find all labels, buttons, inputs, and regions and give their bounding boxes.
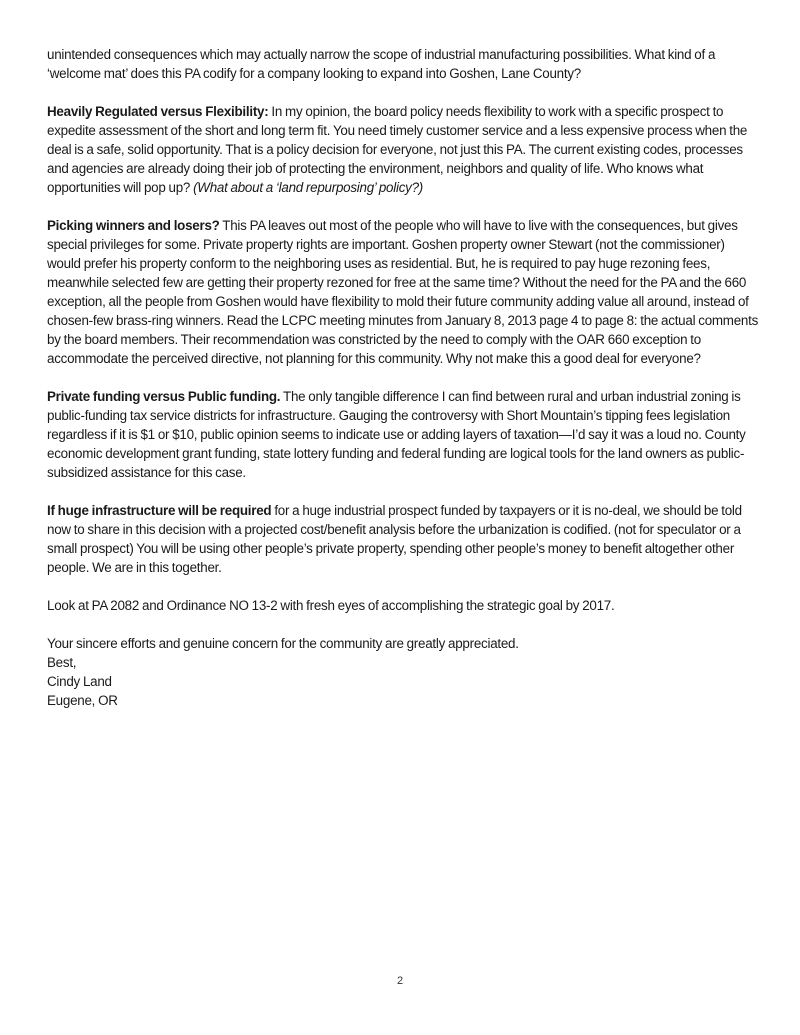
- signer-location: Eugene, OR: [47, 693, 118, 708]
- paragraph-heading: Private funding versus Public funding.: [47, 389, 281, 404]
- paragraph-heading: If huge infrastructure will be required: [47, 503, 272, 518]
- closing-salutation: Best,: [47, 655, 77, 670]
- paragraph-text: unintended consequences which may actually narrow the scope of industrial manufacturing possibilities. What kind of a ‘welcome mat’ does this PA codify for a company looking to expand into Goshen, Lane County?: [47, 47, 716, 81]
- paragraph-appreciation: [47, 634, 759, 653]
- paragraph-text: In my opinion, the board policy needs flexibility to work with a specific prospect to expedite assessment of the short and long term fit. You need timely customer service and a less expensive process when the deal is a safe, solid opportunity. That is a policy decision for everyone, not just this PA. The current existing codes, processes and agencies are already doing their job of protecting the environment, neighbors and quality of life. Who knows what opportunities will pop up?: [47, 104, 748, 195]
- paragraph-infrastructure: [47, 501, 759, 577]
- paragraph-strategic-goal: [47, 596, 759, 615]
- closing-block: [47, 653, 759, 710]
- paragraph-text: Look at PA 2082 and Ordinance NO 13-2 with fresh eyes of accomplishing the strategic goal by 2017.: [47, 598, 615, 613]
- paragraph-continuation: [47, 45, 759, 83]
- paragraph-text: Your sincere efforts and genuine concern for the community are greatly appreciated.: [47, 636, 519, 651]
- page-number: 2: [396, 975, 404, 987]
- paragraph-heading: Heavily Regulated versus Flexibility:: [47, 104, 269, 119]
- paragraph-heading: Picking winners and losers?: [47, 218, 220, 233]
- paragraph-winners-and-losers: [47, 216, 759, 368]
- document-page: [47, 45, 759, 710]
- paragraph-text: for a huge industrial prospect funded by taxpayers or it is no-deal, we should be told now to share in this decision with a projected cost/benefit analysis before the urbanization is codified. (not for speculator or a small prospect) You will be using other people’s private property, spending other people’s money to benefit altogether other people. We are in this together.: [47, 503, 742, 575]
- paragraph-regulation-vs-flexibility: [47, 102, 759, 197]
- paragraph-italic-note: (What about a ‘land repurposing’ policy?): [193, 180, 424, 195]
- paragraph-private-vs-public-funding: [47, 387, 759, 482]
- paragraph-text: The only tangible difference I can find between rural and urban industrial zoning is public-funding tax service districts for infrastructure. Gauging the controversy with Short Mountain’s tipping fees legislation regardless if it is $1 or $10, public opinion seems to indicate use or adding layers of taxation—I’d say it was a loud no. County economic development grant funding, state lottery funding and federal funding are logical tools for the land owners as public-subsidized assistance for this case.: [47, 389, 746, 480]
- paragraph-text: This PA leaves out most of the people who will have to live with the consequences, but gives special privileges for some. Private property rights are important. Goshen property owner Stewart (not the commissioner) would prefer his property conform to the neighboring uses as residential. But, he is required to pay huge rezoning fees, meanwhile selected few are getting their property rezoned for free at the same time? Without the need for the PA and the 660 exception, all the people from Goshen would have flexibility to mold their future community adding value all around, instead of chosen-few brass-ring winners. Read the LCPC meeting minutes from January 8, 2013 page 4 to page 8: the actual comments by the board members. Their recommendation was constricted by the need to comply with the OAR 660 exception to accommodate the perceived directive, not planning for this community. Why not make this a good deal for everyone?: [47, 218, 759, 366]
- signer-name: Cindy Land: [47, 674, 112, 689]
